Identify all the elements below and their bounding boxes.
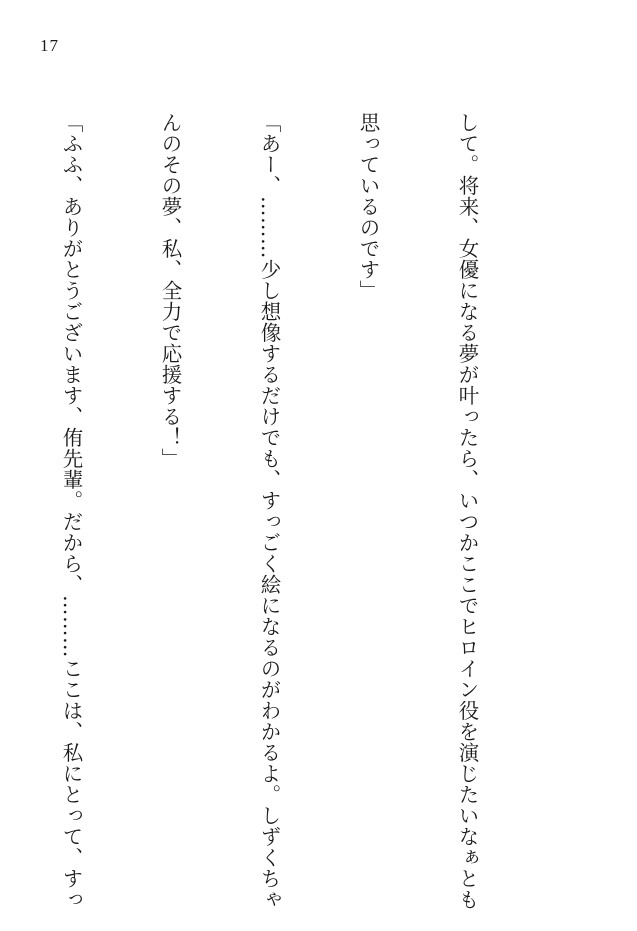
text-line: して。将来、女優になる夢が叶ったら、いつかここでヒロイン役を演じたいなぁとも xyxy=(455,112,479,910)
text-line: 「あー、………少し想像するだけでも、すっごく絵になるのがわかるよ。しずくちゃ xyxy=(257,112,281,910)
vertical-text-body xyxy=(0,112,549,910)
text-line: んのその夢、私、全力で応援する！」 xyxy=(158,112,182,469)
text-line: 「ふふ、ありがとうございます、侑先輩。だから、………ここは、私にとって、すっ xyxy=(59,112,83,910)
page-number: 17 xyxy=(40,36,59,55)
text-line: 思っているのです」 xyxy=(356,112,380,301)
